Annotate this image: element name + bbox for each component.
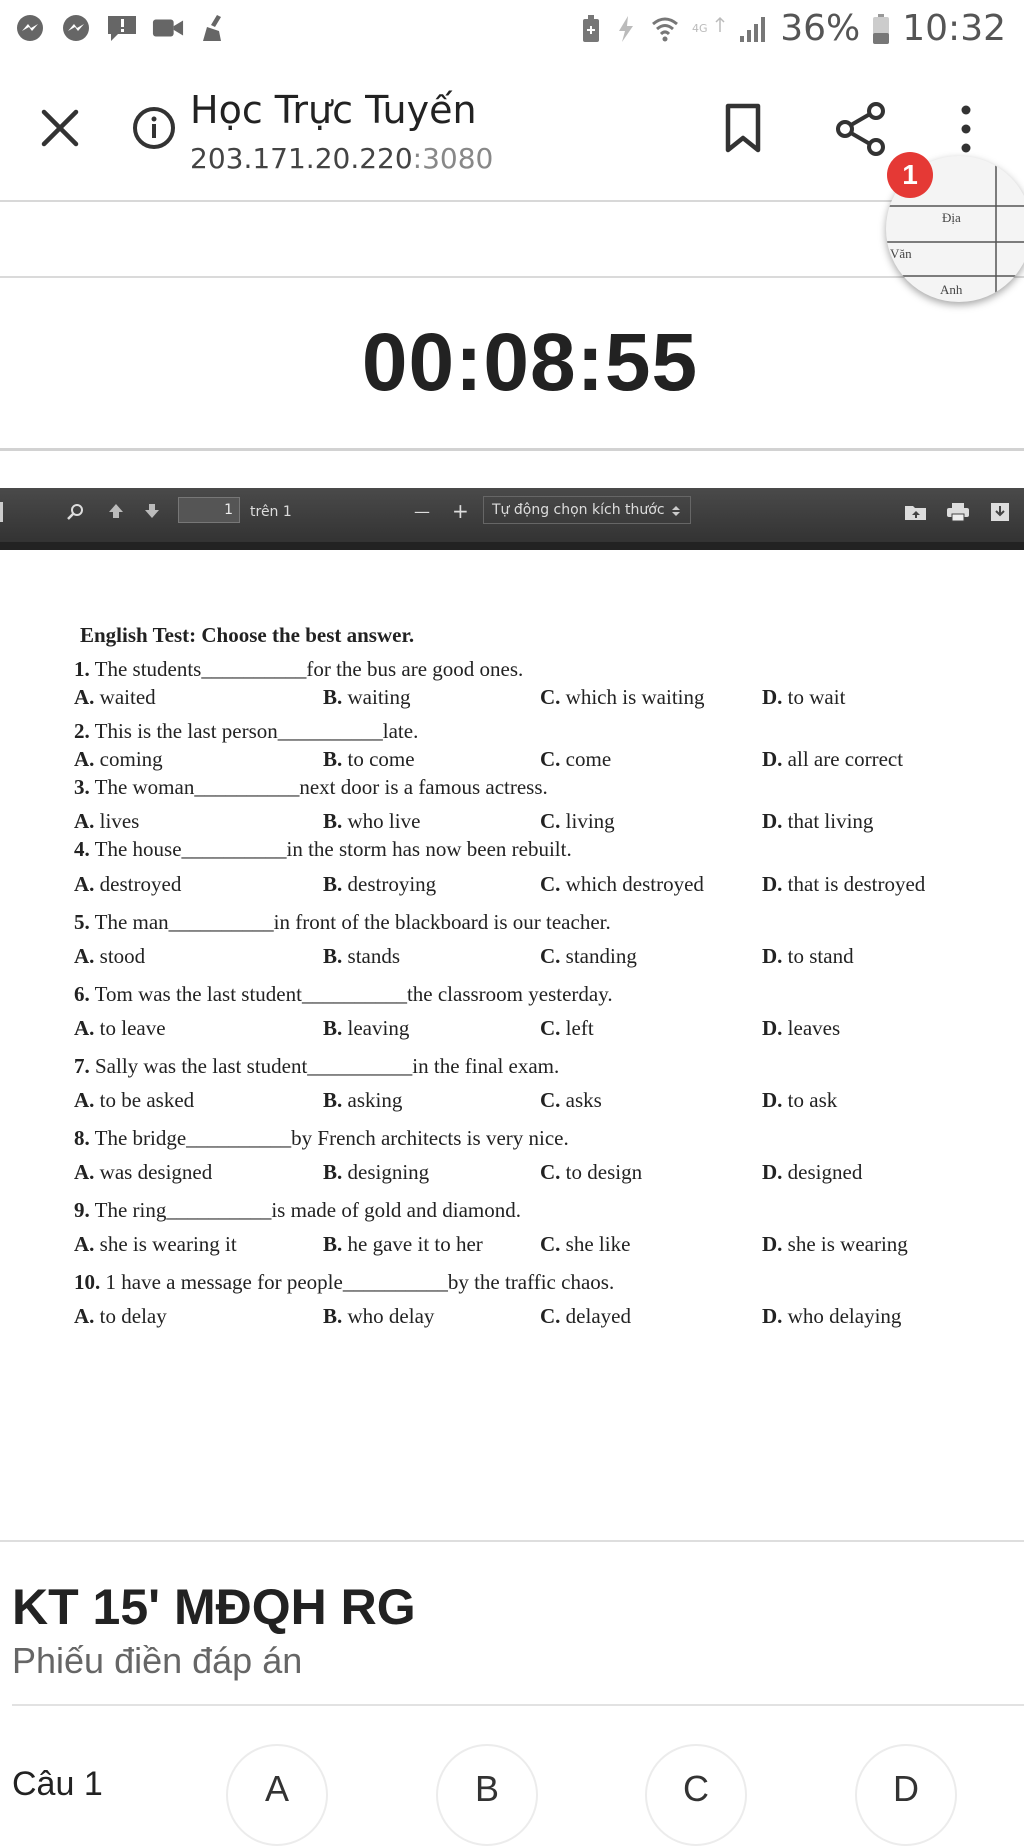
bubble-cell: Văn bbox=[890, 246, 912, 261]
option-letter: D. bbox=[762, 747, 783, 771]
option-text: who delay bbox=[342, 1304, 435, 1328]
answer-option bbox=[762, 1016, 840, 1041]
question-number: 4. bbox=[74, 837, 90, 861]
option-letter: A. bbox=[74, 872, 95, 896]
svg-text:4G: 4G bbox=[692, 21, 708, 35]
mobile-data-icon bbox=[692, 14, 726, 44]
pdf-toolbar bbox=[0, 488, 1024, 550]
option-text: lives bbox=[94, 809, 140, 833]
question-number: 6. bbox=[74, 982, 90, 1006]
option-text: waiting bbox=[342, 685, 411, 709]
option-letter: B. bbox=[323, 1088, 343, 1112]
question-number: 1. bbox=[74, 657, 90, 681]
chat-alert-icon bbox=[106, 12, 138, 44]
close-icon bbox=[36, 104, 84, 152]
answer-option bbox=[74, 1304, 167, 1329]
option-letter: B. bbox=[323, 685, 343, 709]
answer-option bbox=[323, 872, 436, 897]
option-text: to wait bbox=[782, 685, 846, 709]
select-arrow-icon bbox=[672, 505, 680, 517]
notification-badge: 1 bbox=[887, 152, 933, 198]
info-icon bbox=[131, 105, 177, 151]
page-total: trên 1 bbox=[250, 504, 292, 520]
battery-saver-icon bbox=[580, 14, 602, 44]
header-band bbox=[0, 200, 1024, 278]
answer-option bbox=[762, 809, 873, 834]
print-icon[interactable] bbox=[946, 502, 970, 522]
question-stem: This is the last person__________late. bbox=[89, 719, 419, 743]
answer-option bbox=[323, 1232, 483, 1257]
answer-option bbox=[540, 944, 637, 969]
option-letter: D. bbox=[762, 872, 783, 896]
zoom-in-button[interactable]: + bbox=[452, 499, 469, 523]
answer-option bbox=[762, 1088, 837, 1113]
pdf-document bbox=[0, 550, 1024, 1542]
option-letter: A. bbox=[74, 1304, 95, 1328]
option-text: destroyed bbox=[94, 872, 182, 896]
answer-option bbox=[762, 685, 845, 710]
option-letter: D. bbox=[762, 1232, 783, 1256]
bookmark-button[interactable] bbox=[718, 102, 768, 156]
option-letter: A. bbox=[74, 685, 95, 709]
question-stem: The students__________for the bus are good ones. bbox=[89, 657, 524, 681]
option-letter: B. bbox=[323, 1304, 343, 1328]
zoom-out-button[interactable]: — bbox=[414, 502, 430, 521]
test-heading: English Test: Choose the best answer. bbox=[80, 623, 415, 647]
video-icon bbox=[152, 12, 184, 44]
option-letter: C. bbox=[540, 872, 561, 896]
bookmark-icon bbox=[718, 102, 768, 156]
answer-option bbox=[323, 1304, 434, 1329]
answer-option bbox=[540, 685, 705, 710]
question-stem: The ring__________is made of gold and diamond. bbox=[89, 1198, 521, 1222]
option-letter: B. bbox=[323, 1016, 343, 1040]
question-text bbox=[74, 837, 572, 862]
quiz-title: KT 15' MĐQH RG bbox=[12, 1579, 416, 1635]
answer-option bbox=[323, 685, 411, 710]
open-file-icon[interactable] bbox=[904, 502, 928, 522]
question-label: Câu 1 bbox=[12, 1765, 103, 1803]
zoom-select-value: Tự động chọn kích thước bbox=[492, 502, 665, 518]
search-icon[interactable] bbox=[66, 502, 86, 522]
option-text: coming bbox=[94, 747, 163, 771]
option-letter: D. bbox=[762, 1160, 783, 1184]
answer-button-d[interactable]: D bbox=[855, 1744, 957, 1846]
answer-option bbox=[323, 1160, 429, 1185]
answer-option bbox=[74, 944, 145, 969]
question-text bbox=[74, 1198, 521, 1223]
question-text bbox=[74, 910, 611, 935]
answer-option bbox=[323, 1016, 409, 1041]
download-icon[interactable] bbox=[990, 502, 1010, 522]
previous-page-icon[interactable] bbox=[106, 501, 126, 521]
status-indicators bbox=[580, 8, 1006, 49]
option-letter: C. bbox=[540, 944, 561, 968]
option-letter: D. bbox=[762, 944, 783, 968]
option-letter: A. bbox=[74, 1016, 95, 1040]
answer-option bbox=[762, 872, 925, 897]
option-letter: D. bbox=[762, 1304, 783, 1328]
question-number: 2. bbox=[74, 719, 90, 743]
option-text: leaves bbox=[782, 1016, 841, 1040]
option-letter: C. bbox=[540, 747, 561, 771]
option-text: all are correct bbox=[782, 747, 904, 771]
option-letter: B. bbox=[323, 1160, 343, 1184]
option-letter: D. bbox=[762, 685, 783, 709]
battery-percent: 36% bbox=[780, 8, 861, 49]
question-stem: 1 have a message for people__________by the traffic chaos. bbox=[100, 1270, 615, 1294]
option-text: come bbox=[560, 747, 612, 771]
question-number: 3. bbox=[74, 775, 90, 799]
answer-option bbox=[540, 1016, 594, 1041]
answer-option bbox=[540, 872, 704, 897]
page-number-input[interactable]: 1 bbox=[178, 497, 240, 523]
option-letter: A. bbox=[74, 1232, 95, 1256]
option-letter: C. bbox=[540, 1160, 561, 1184]
zoom-select[interactable] bbox=[483, 496, 691, 524]
option-letter: C. bbox=[540, 1016, 561, 1040]
page-info-button[interactable] bbox=[131, 105, 177, 151]
answer-option bbox=[762, 747, 903, 772]
question-text bbox=[74, 1054, 559, 1079]
option-letter: C. bbox=[540, 1232, 561, 1256]
answer-option bbox=[540, 1232, 630, 1257]
option-text: to be asked bbox=[94, 1088, 195, 1112]
option-text: designing bbox=[342, 1160, 430, 1184]
cleaner-icon bbox=[198, 12, 230, 44]
option-letter: D. bbox=[762, 1088, 783, 1112]
option-text: delayed bbox=[560, 1304, 631, 1328]
question-stem: The house__________in the storm has now been rebuilt. bbox=[89, 837, 572, 861]
option-text: to stand bbox=[782, 944, 854, 968]
answer-option bbox=[74, 1232, 237, 1257]
question-text bbox=[74, 982, 613, 1007]
option-text: he gave it to her bbox=[342, 1232, 483, 1256]
option-text: to delay bbox=[94, 1304, 167, 1328]
bubble-cell: Anh bbox=[940, 282, 963, 297]
option-letter: A. bbox=[74, 809, 95, 833]
question-text bbox=[74, 775, 548, 800]
countdown-timer bbox=[0, 278, 1024, 451]
question-text bbox=[74, 719, 418, 744]
option-text: that is destroyed bbox=[782, 872, 926, 896]
answer-option bbox=[74, 685, 156, 710]
option-text: was designed bbox=[94, 1160, 213, 1184]
option-text: to design bbox=[560, 1160, 643, 1184]
option-text: she like bbox=[560, 1232, 631, 1256]
answer-option bbox=[323, 809, 420, 834]
more-options-button[interactable] bbox=[948, 102, 984, 156]
question-number: 10. bbox=[74, 1270, 101, 1294]
option-letter: A. bbox=[74, 944, 95, 968]
answer-option bbox=[762, 1160, 862, 1185]
option-text: destroying bbox=[342, 872, 437, 896]
answer-option bbox=[74, 747, 163, 772]
question-stem: The man__________in front of the blackboard is our teacher. bbox=[89, 910, 611, 934]
option-text: stood bbox=[94, 944, 146, 968]
option-text: she is wearing bbox=[782, 1232, 908, 1256]
sidebar-toggle-icon[interactable] bbox=[0, 502, 6, 522]
option-text: that living bbox=[782, 809, 874, 833]
share-button[interactable] bbox=[832, 100, 890, 158]
signal-icon bbox=[738, 14, 768, 44]
more-vert-icon bbox=[948, 102, 984, 156]
question-stem: The woman__________next door is a famous actress. bbox=[89, 775, 548, 799]
question-text bbox=[74, 1270, 614, 1295]
answer-option bbox=[540, 747, 611, 772]
answer-option bbox=[74, 872, 181, 897]
option-letter: A. bbox=[74, 1088, 95, 1112]
answer-option bbox=[74, 1088, 194, 1113]
url-host: 203.171.20.220 bbox=[190, 142, 413, 175]
option-letter: B. bbox=[323, 944, 343, 968]
option-text: asking bbox=[342, 1088, 403, 1112]
option-text: living bbox=[560, 809, 615, 833]
answer-option bbox=[762, 1304, 901, 1329]
answer-option bbox=[323, 1088, 402, 1113]
option-text: she is wearing it bbox=[94, 1232, 237, 1256]
answer-option bbox=[323, 747, 415, 772]
question-number: 5. bbox=[74, 910, 90, 934]
answer-button-c[interactable]: C bbox=[645, 1744, 747, 1846]
bubble-cell: Địa bbox=[942, 210, 961, 225]
option-text: who delaying bbox=[782, 1304, 902, 1328]
question-text bbox=[74, 657, 523, 682]
option-letter: B. bbox=[323, 809, 343, 833]
answer-option bbox=[74, 1016, 166, 1041]
option-letter: C. bbox=[540, 809, 561, 833]
option-letter: B. bbox=[323, 747, 343, 771]
question-stem: The bridge__________by French architects is very nice. bbox=[89, 1126, 569, 1150]
share-icon bbox=[832, 100, 890, 158]
timer-value: 00:08:55 bbox=[361, 317, 699, 408]
answer-button-b[interactable]: B bbox=[436, 1744, 538, 1846]
question-text bbox=[74, 1126, 569, 1151]
option-text: waited bbox=[94, 685, 156, 709]
wifi-icon bbox=[650, 14, 680, 44]
answer-option bbox=[540, 1304, 631, 1329]
option-letter: A. bbox=[74, 747, 95, 771]
option-text: to come bbox=[342, 747, 415, 771]
answer-option bbox=[323, 944, 400, 969]
option-letter: C. bbox=[540, 1088, 561, 1112]
next-page-icon[interactable] bbox=[142, 501, 162, 521]
answer-option bbox=[74, 1160, 212, 1185]
option-text: left bbox=[560, 1016, 594, 1040]
option-text: leaving bbox=[342, 1016, 410, 1040]
messenger-icon bbox=[14, 12, 46, 44]
divider bbox=[12, 1704, 1024, 1706]
option-text: who live bbox=[342, 809, 421, 833]
status-bar bbox=[0, 0, 1024, 62]
option-letter: A. bbox=[74, 1160, 95, 1184]
close-tab-button[interactable] bbox=[36, 104, 84, 152]
question-stem: Tom was the last student__________the classroom yesterday. bbox=[89, 982, 613, 1006]
question-stem: Sally was the last student__________in the final exam. bbox=[89, 1054, 560, 1078]
option-letter: C. bbox=[540, 1304, 561, 1328]
option-text: standing bbox=[560, 944, 637, 968]
option-text: asks bbox=[560, 1088, 602, 1112]
option-letter: B. bbox=[323, 1232, 343, 1256]
question-number: 9. bbox=[74, 1198, 90, 1222]
question-number: 8. bbox=[74, 1126, 90, 1150]
question-number: 7. bbox=[74, 1054, 90, 1078]
option-letter: D. bbox=[762, 1016, 783, 1040]
notification-icons bbox=[14, 12, 230, 44]
browser-toolbar bbox=[0, 62, 1024, 202]
option-text: to leave bbox=[94, 1016, 166, 1040]
answer-option bbox=[540, 1088, 602, 1113]
option-text: to ask bbox=[782, 1088, 838, 1112]
page-title: Học Trực Tuyến bbox=[190, 88, 477, 132]
option-letter: B. bbox=[323, 872, 343, 896]
option-letter: D. bbox=[762, 809, 783, 833]
answer-option bbox=[762, 1232, 908, 1257]
option-letter: C. bbox=[540, 685, 561, 709]
answer-option bbox=[74, 809, 139, 834]
option-text: stands bbox=[342, 944, 401, 968]
answer-option bbox=[540, 809, 615, 834]
battery-icon bbox=[872, 13, 890, 45]
charging-icon bbox=[614, 14, 638, 44]
answer-option bbox=[762, 944, 854, 969]
option-text: which destroyed bbox=[560, 872, 704, 896]
clock: 10:32 bbox=[902, 8, 1006, 49]
answer-option bbox=[540, 1160, 642, 1185]
answer-button-a[interactable]: A bbox=[226, 1744, 328, 1846]
quiz-subtitle: Phiếu điền đáp án bbox=[12, 1640, 303, 1681]
messenger-icon bbox=[60, 12, 92, 44]
page-url[interactable] bbox=[190, 142, 493, 175]
option-text: which is waiting bbox=[560, 685, 705, 709]
url-port: :3080 bbox=[412, 142, 494, 175]
option-text: designed bbox=[782, 1160, 863, 1184]
